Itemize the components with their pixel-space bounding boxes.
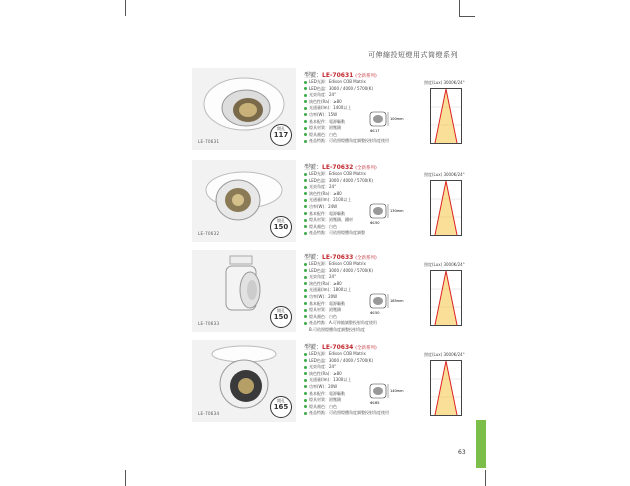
dimension-drawing — [364, 200, 410, 226]
spec-row — [304, 364, 422, 371]
bullet-icon — [304, 199, 307, 202]
product-photo — [192, 68, 296, 150]
spec-text: B.可依照燈體角度調整投射角度 — [309, 326, 366, 332]
bullet-icon — [304, 399, 307, 402]
cutout-size: 150 — [273, 313, 289, 321]
series-tag: (全新系列) — [355, 166, 377, 171]
bullet-icon — [304, 120, 307, 123]
cutout-size: 150 — [273, 223, 289, 231]
spec-text: 燈具顏色：白色 — [309, 403, 337, 409]
spec-text: 產品特點：A.可伸縮調整投射角度使用 — [309, 320, 377, 326]
product-card — [192, 250, 492, 332]
spec-row — [304, 351, 422, 358]
model-number: LE-70633 — [322, 254, 354, 261]
spec-text: 產品特點：可依照燈體角度調整投射角度使用 — [309, 410, 389, 416]
bullet-icon — [304, 100, 307, 103]
beam-cone — [430, 88, 462, 144]
page-number: 63 — [458, 449, 466, 456]
bullet-icon — [304, 113, 307, 116]
model-line: 型號：LE-70631 (全新系列) — [304, 72, 377, 79]
bullet-icon — [304, 219, 307, 222]
photo-label: LE-70631 — [198, 139, 220, 144]
spec-text: 燈具顏色：白色 — [309, 223, 337, 229]
crop-mark — [485, 470, 486, 486]
crop-mark — [125, 0, 126, 16]
bullet-icon — [304, 412, 307, 415]
cutout-badge: 開孔 165 — [270, 396, 292, 418]
spec-row — [304, 138, 422, 145]
spec-text: 燈具材質：鋁壓鑄、鐵材 — [309, 217, 353, 223]
cutout-badge: 開孔 117 — [270, 124, 292, 146]
spec-text: 光通量(lm)：2100以上 — [309, 197, 352, 203]
spec-text: LED光源：Edison COB Matrix — [309, 261, 366, 266]
spec-row — [304, 184, 422, 191]
spec-row — [304, 320, 422, 327]
photo-label: LE-70634 — [198, 411, 220, 416]
product-photo — [192, 250, 296, 332]
bullet-icon — [304, 309, 307, 312]
bullet-icon — [304, 353, 307, 356]
cutout-size: 165 — [273, 403, 289, 411]
bullet-icon — [304, 289, 307, 292]
bullet-icon — [304, 140, 307, 143]
dim-diameter: Φ117 — [370, 129, 380, 133]
beam-label: 照度(Lux) 3000K/24° — [424, 262, 465, 267]
cutout-badge: 開孔 150 — [270, 216, 292, 238]
product-card — [192, 68, 492, 150]
model-line: 型號：LE-70632 (全新系列) — [304, 164, 377, 171]
bullet-icon — [304, 322, 307, 325]
spec-row — [304, 410, 422, 417]
product-card — [192, 340, 492, 422]
spec-text: 燈具材質：鋁壓鑄 — [309, 397, 341, 403]
beam-label: 照度(Lux) 3000K/24° — [424, 172, 465, 177]
spec-text: LED色溫：3000 / 4000 / 5700(K) — [309, 357, 373, 363]
beam-chart — [424, 172, 465, 238]
beam-chart — [424, 352, 465, 418]
dim-diameter: Φ165 — [370, 401, 380, 405]
spec-text: 基本配件：電源驅動 — [309, 300, 345, 306]
crop-mark — [459, 0, 460, 16]
bullet-icon — [304, 107, 307, 110]
spec-text: 光束角度：24° — [309, 184, 337, 190]
crop-mark — [459, 16, 475, 17]
bullet-icon — [304, 186, 307, 189]
beam-label: 照度(Lux) 3000K/24° — [424, 80, 465, 85]
spec-text: 功率(W)：20W — [309, 293, 338, 299]
spec-text: 光束角度：24° — [309, 364, 337, 370]
bullet-icon — [304, 379, 307, 382]
spec-text: LED光源：Edison COB Matrix — [309, 79, 366, 84]
bullet-icon — [304, 127, 307, 130]
beam-cone — [430, 180, 462, 236]
beam-chart — [424, 262, 465, 328]
spec-text: 光束角度：24° — [309, 274, 337, 280]
beam-chart — [424, 80, 465, 146]
spec-text: 演色性(Ra)：≥80 — [309, 98, 342, 104]
bullet-icon — [304, 263, 307, 266]
product-photo — [192, 160, 296, 242]
spec-text: LED光源：Edison COB Matrix — [309, 351, 366, 356]
model-number: LE-70634 — [322, 344, 354, 351]
spec-row — [304, 79, 422, 86]
bullet-icon — [304, 232, 307, 235]
spec-text: 產品特點：可依照燈體角度調整投射角度使用 — [309, 138, 389, 144]
bullet-icon — [304, 225, 307, 228]
model-line: 型號：LE-70633 (全新系列) — [304, 254, 377, 261]
spec-text: 功率(W)：24W — [309, 203, 338, 209]
product-card — [192, 160, 492, 242]
bullet-icon — [304, 192, 307, 195]
beam-cone — [430, 360, 462, 416]
spec-text: 燈具顏色：白色 — [309, 313, 337, 319]
model-number: LE-70632 — [322, 164, 354, 171]
page-title: 可伸縮投短燈用式筒燈系列 — [368, 51, 458, 59]
bullet-icon — [304, 302, 307, 305]
spec-text: 演色性(Ra)：≥80 — [309, 190, 342, 196]
spec-text: 燈具顏色：白色 — [309, 131, 337, 137]
series-tag: (全新系列) — [355, 74, 377, 79]
dimension-drawing — [364, 380, 410, 406]
model-number: LE-70631 — [322, 72, 354, 79]
bullet-icon — [304, 315, 307, 318]
bullet-icon — [304, 179, 307, 182]
dim-height: 130mm — [390, 209, 404, 213]
bullet-icon — [304, 87, 307, 90]
dim-diameter: Φ150 — [370, 221, 380, 225]
spec-text: 基本配件：電源驅動 — [309, 210, 345, 216]
spec-text: 燈具材質：鋁壓鑄 — [309, 125, 341, 131]
spec-text: 光通量(lm)：1400以上 — [309, 105, 352, 111]
spec-row — [304, 171, 422, 178]
spec-row — [304, 92, 422, 99]
series-tag: (全新系列) — [355, 256, 377, 261]
bullet-icon — [304, 405, 307, 408]
crop-mark — [125, 470, 126, 486]
bullet-icon — [304, 392, 307, 395]
spec-text: 光束角度：24° — [309, 92, 337, 98]
dim-height: 140mm — [390, 389, 404, 393]
bullet-icon — [304, 366, 307, 369]
bullet-icon — [304, 212, 307, 215]
bullet-icon — [304, 276, 307, 279]
spec-text: 燈具材質：鋁壓鑄 — [309, 307, 341, 313]
spec-row — [304, 274, 422, 281]
bullet-icon — [304, 173, 307, 176]
spec-text: 演色性(Ra)：≥80 — [309, 280, 342, 286]
spec-text: LED光源：Edison COB Matrix — [309, 171, 366, 176]
spec-text: LED色溫：3000 / 4000 / 5700(K) — [309, 85, 373, 91]
spec-text: 功率(W)：20W — [309, 383, 338, 389]
cutout-size: 117 — [273, 131, 289, 139]
spec-row — [304, 327, 422, 334]
page-edge-tab — [476, 420, 486, 468]
spec-text: 基本配件：電源驅動 — [309, 390, 345, 396]
spec-text: LED色溫：3000 / 4000 / 5700(K) — [309, 177, 373, 183]
product-photo — [192, 340, 296, 422]
spec-text: 功率(W)：15W — [309, 111, 338, 117]
bullet-icon — [304, 81, 307, 84]
photo-label: LE-70632 — [198, 231, 220, 236]
beam-cone — [430, 270, 462, 326]
dim-diameter: Φ150 — [370, 311, 380, 315]
model-line: 型號：LE-70634 (全新系列) — [304, 344, 377, 351]
bullet-icon — [304, 94, 307, 97]
beam-label: 照度(Lux) 3000K/24° — [424, 352, 465, 357]
spec-text: 產品特點：可依照燈體角度調整 — [309, 230, 365, 236]
bullet-icon — [304, 205, 307, 208]
spec-row — [304, 230, 422, 237]
dim-height: 100mm — [390, 117, 404, 121]
bullet-icon — [304, 385, 307, 388]
spec-text: LED色溫：3000 / 4000 / 5700(K) — [309, 267, 373, 273]
bullet-icon — [304, 282, 307, 285]
spec-row — [304, 261, 422, 268]
spec-text: 光通量(lm)：1800以上 — [309, 287, 352, 293]
spec-text: 基本配件：電源驅動 — [309, 118, 345, 124]
bullet-icon — [304, 269, 307, 272]
dimension-drawing — [364, 108, 410, 134]
cutout-badge: 開孔 150 — [270, 306, 292, 328]
dim-height: 185mm — [390, 299, 404, 303]
spec-text: 光通量(lm)：1300以上 — [309, 377, 352, 383]
photo-label: LE-70633 — [198, 321, 220, 326]
spec-text: 演色性(Ra)：≥80 — [309, 370, 342, 376]
bullet-icon — [304, 295, 307, 298]
series-tag: (全新系列) — [355, 346, 377, 351]
bullet-icon — [304, 359, 307, 362]
bullet-icon — [304, 372, 307, 375]
bullet-icon — [304, 133, 307, 136]
dimension-drawing — [364, 290, 410, 316]
